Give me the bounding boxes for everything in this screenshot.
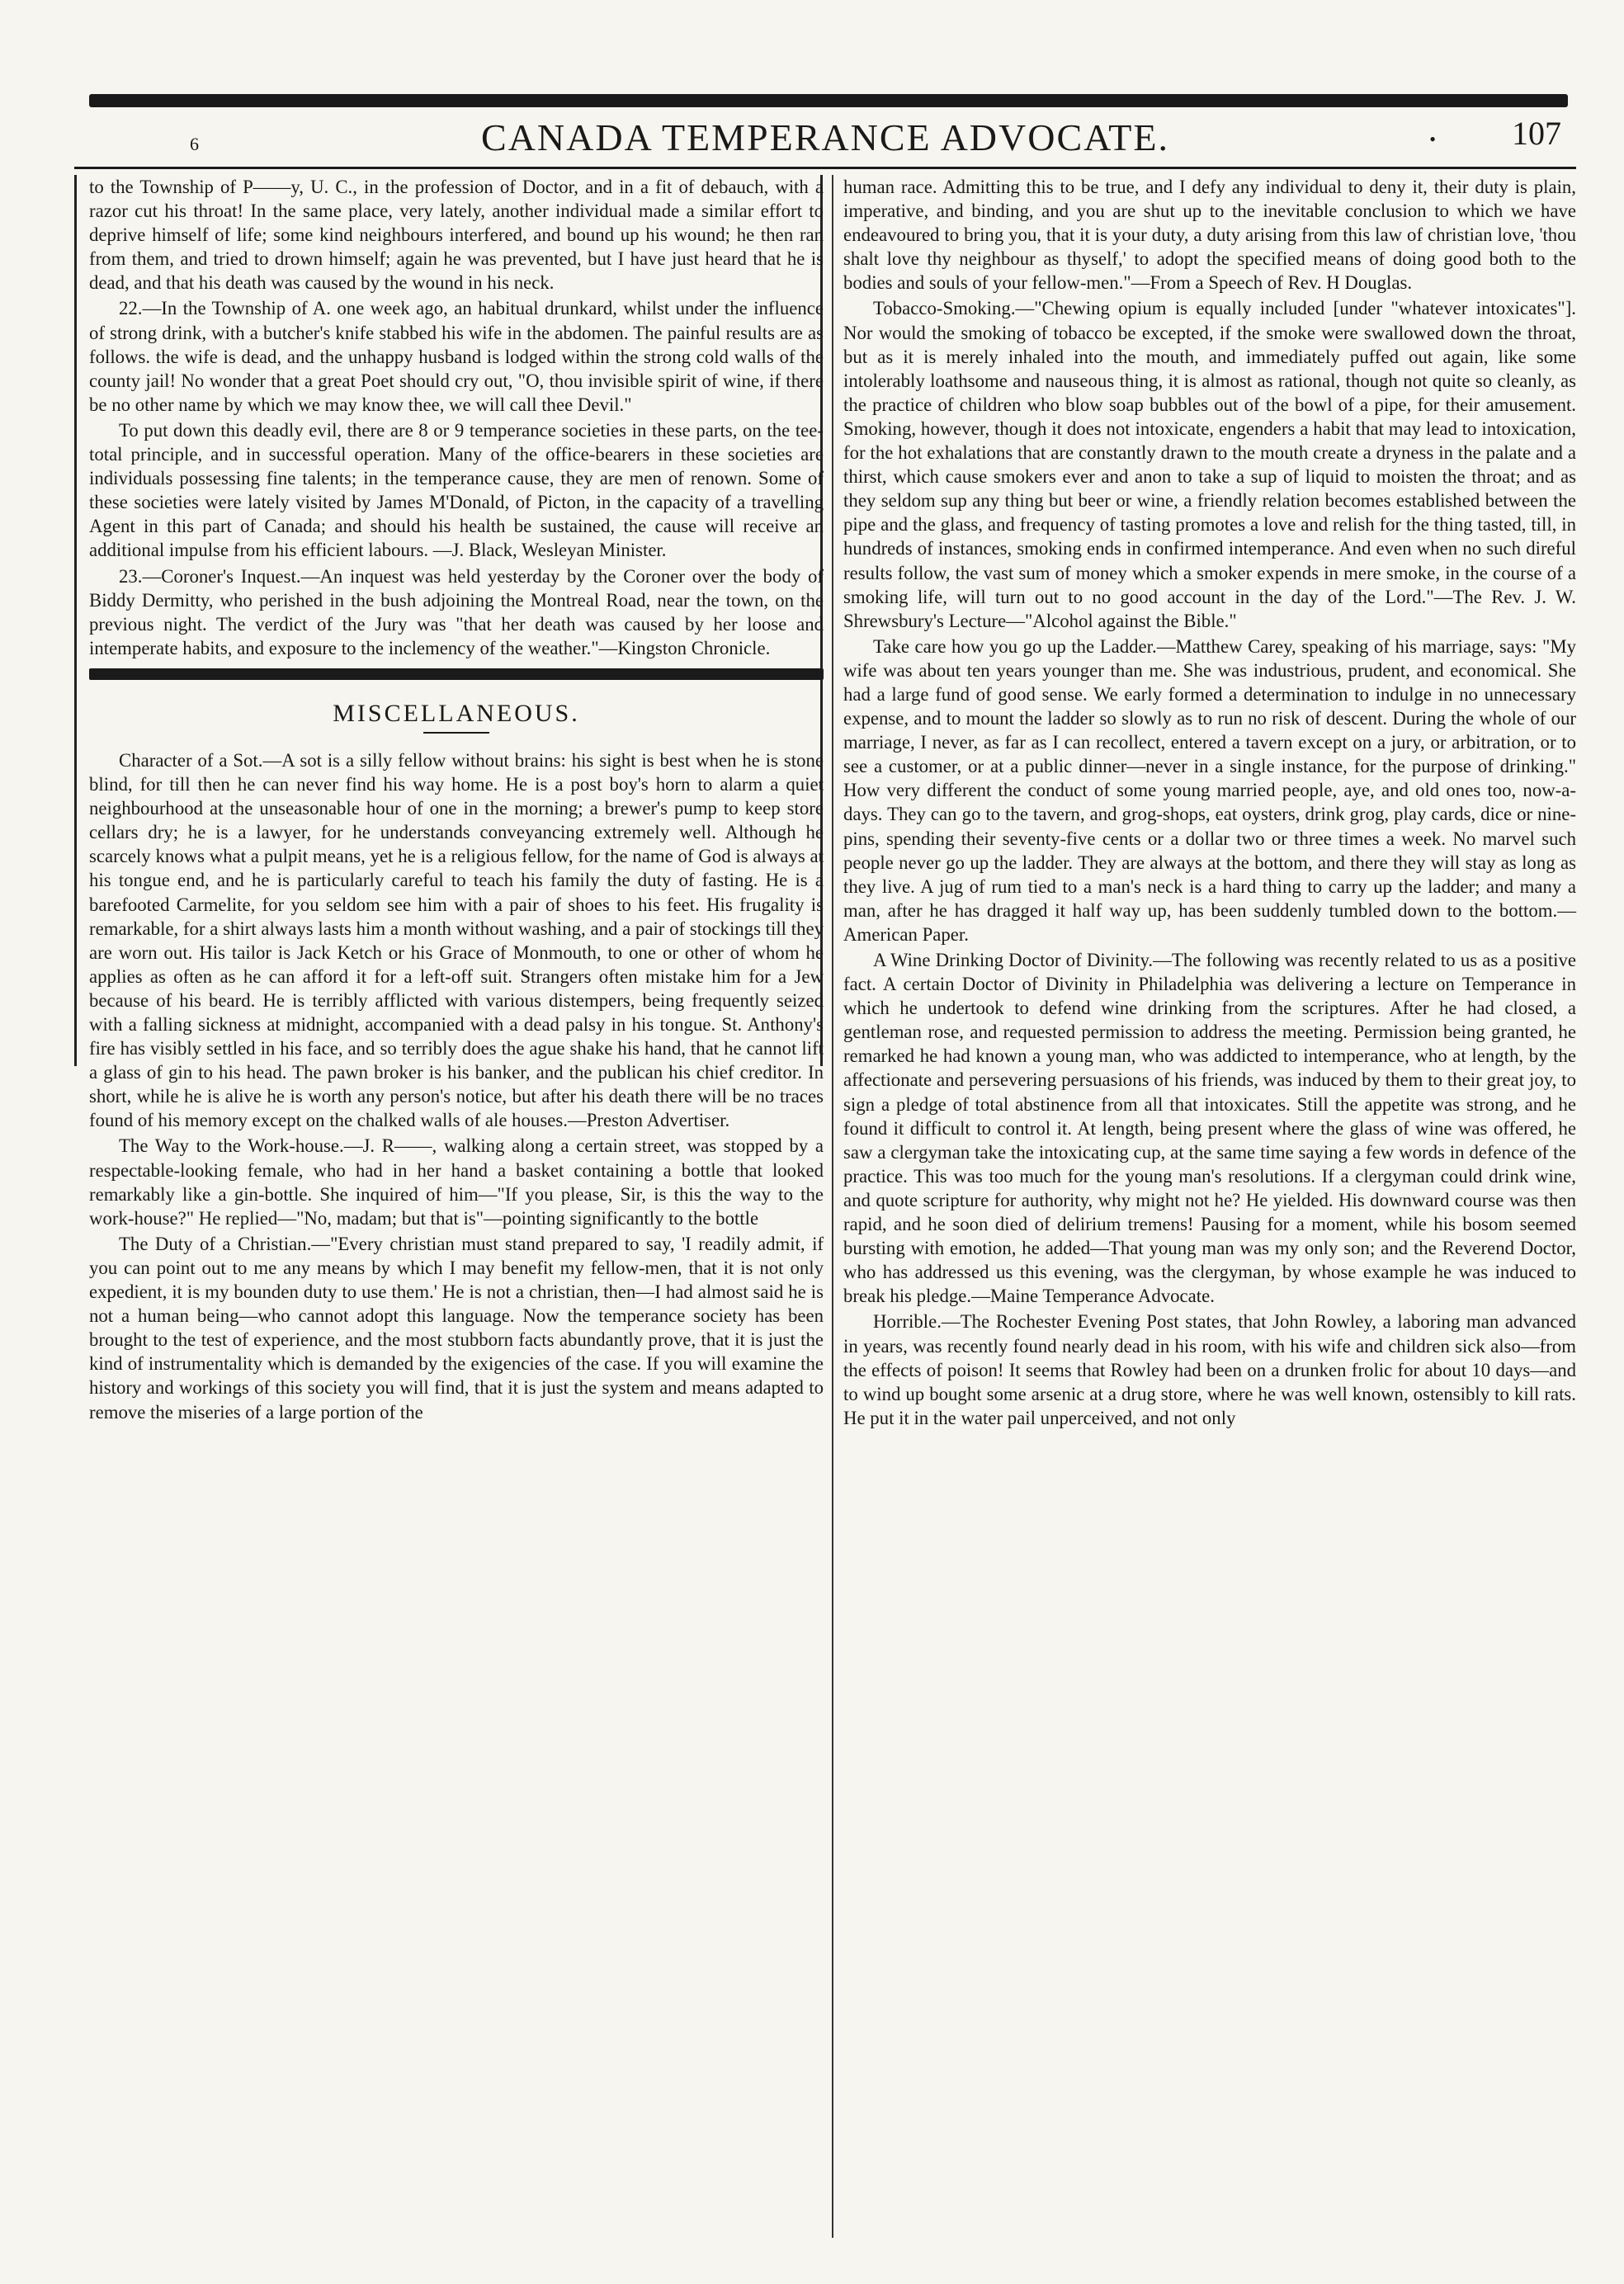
- article-paragraph: human race. Admitting this to be true, and I defy any individual to deny it, their duty is plain, imperative, and binding, and you are shut up to the inevitable conclusion to which we have endeavoured to bring you, that it is your duty, a duty arising from this law of christian love, 'thou shalt love thy neighbour as thyself,' to adopt the specified means of doing good both to the bodies and souls of your fellow-men."—From a Speech of Rev. H Douglas.: [843, 177, 1576, 294]
- newspaper-page: [74, 83, 1576, 2244]
- article-paragraph: A Wine Drinking Doctor of Divinity.—The following was recently related to us as a positive fact. A certain Doctor of Divinity in Philadelphia was delivering a lecture on Temperance in which he undertook to defend wine drinking from the scriptures. After he had closed, a gentleman rose, and requested permission to address the meeting. Permission being granted, he remarked he had known a young man, who was addicted to intemperance, who at length, by the affectionate and persevering persuasions of his friends, was induced by them to their great joy, to sign a pledge of total abstinence from all that intoxicates. Still the appetite was strong, and he found it difficult to control it. At length, being present where the glass of wine was offered, he saw a clergyman take the intoxicating cup, at the same time saying a few words in defence of the practice. This was too much for the young man's resolutions. If a clergyman could drink wine, and quote scripture for authority, why might not he? He yielded. His downward course was then rapid, and he soon died of delirium tremens! Pausing for a moment, while his bosom seemed bursting with emotion, he added—That young man was my only son; and the Reverend Doctor, who has addressed us this evening, was the clergyman, by whose example he was induced to break his pledge.—Maine Temperance Advocate.: [843, 950, 1576, 1307]
- article-paragraph: 22.—In the Township of A. one week ago, an habitual drunkard, whilst under the influence of strong drink, with a butcher's knife stabbed his wife in the abdomen. The painful results are as follows. the wife is dead, and the unhappy husband is lodged within the strong cold walls of the county jail! No wonder that a great Poet should cry out, "O, thou invisible spirit of wine, if there be no other name by which we may know thee, we will call thee Devil.": [89, 298, 824, 415]
- article-paragraph: 23.—Coroner's Inquest.—An inquest was held yesterday by the Coroner over the body of Biddy Dermitty, who perished in the bush adjoining the Montreal Road, near the town, on the previous night. The verdict of the Jury was "that her death was caused by her loose and intemperate habits, and exposure to the inclemency of the weather."—Kingston Chronicle.: [89, 565, 824, 658]
- article-paragraph: To put down this deadly evil, there are 8 or 9 temperance societies in these parts, on the tee-total principle, and in successful operation. Many of the office-bearers in these societies are individuals possessing fine talents; in the temperance cause, they are men of renown. Some of these societies were lately visited by James M'Donald, of Picton, in the capacity of a travelling Agent in this part of Canada; and should his health be sustained, the cause will receive an additional impulse from his efficient labours. —J. Black, Wesleyan Minister.: [89, 419, 824, 561]
- page-number: 107: [1512, 115, 1561, 152]
- article-paragraph: Take care how you go up the Ladder.—Matthew Carey, speaking of his marriage, says: "My wife was about ten years younger than me. She was industrious, prudent, and economical. She had a large fund of good sense. We early formed a determination to indulge in no unnecessary expense, and to mount the ladder so slowly as to run no risk of descent. During the whole of our marriage, I never, as far as I can recollect, entered a tavern except on a jury, or arbitration, or to see a customer, or at a public dinner—never in a single instance, for the purpose of drinking." How very different the conduct of some young married people, aye, and old ones too, now-a-days. They can go to the tavern, and grog-shops, eat oysters, drink grog, play cards, dice or nine-pins, spending their seventy-five cents or a dollar two or three times a week. No marvel such people never go up the ladder. They are always at the bottom, and there they will stay as long as they live. A jug of rum tied to a man's neck is a hard thing to carry up the ladder; and many a man, after he has dragged it half way up, has been suddenly tumbled down to the bottom.—American Paper.: [843, 635, 1576, 945]
- section-title: MISCELLANEOUS.: [333, 699, 580, 727]
- article-paragraph: to the Township of P——y, U. C., in the profession of Doctor, and in a fit of debauch, with a razor cut his throat! In the same place, very lately, another individual made a similar effort to deprive himself of life; some kind neighbours interfered, and bound up his wound; he then ran from them, and tried to drown himself; again he was prevented, but I have just heard that he is dead, and that his death was caused by the wound in his neck.: [89, 177, 824, 294]
- article-paragraph: Character of a Sot.—A sot is a silly fellow without brains: his sight is best when he is stone blind, for till then he can never find his way home. He is a post boy's horn to alarm a quiet neighbourhood at the unseasonable hour of one in the morning; a brewer's pump to keep store cellars dry; he is a lawyer, for he understands conveyancing extremely well. Although he scarcely knows what a pulpit means, yet he is a religious fellow, for the name of God is always at his tongue end, and he is particularly careful to teach his family the duty of fasting. He is a barefooted Carmelite, for you seldom see him with a pair of shoes to his feet. His frugality is remarkable, for a shirt always lasts him a month without washing, and a pair of stockings till they are worn out. His tailor is Jack Ketch or his Grace of Monmouth, to one or other of whom he applies as often as he can afford it for a left-off suit. Strangers often mistake him for a Jew because of his beard. He is terribly afflicted with various distempers, being frequently seized with a falling sickness at midnight, accompanied with a dead palsy in his tongue. St. Anthony's fire has visibly settled in his face, and so terribly does the ague shake his hand, that he cannot lift a glass of gin to his head. The pawn broker is his banker, and the publican his chief creditor. In short, while he is alive he is worth any person's notice, but after his death there will be no traces found of his memory except on the chalked walls of ale houses.—Preston Advertiser.: [89, 749, 824, 1131]
- section-divider: [89, 668, 824, 680]
- header-rule: [74, 167, 1576, 169]
- column-divider: [832, 175, 833, 2238]
- left-column: [89, 175, 824, 1426]
- newspaper-title: CANADA TEMPERANCE ADVOCATE.: [481, 116, 1169, 158]
- page-header: [74, 114, 1576, 163]
- right-column: [843, 175, 1576, 1432]
- article-paragraph: Tobacco-Smoking.—"Chewing opium is equally included [under "whatever intoxicates"]. Nor would the smoking of tobacco be excepted, if the smoke were swallowed down the throat, but as it is merely inhaled into the mouth, and immediately puffed out again, like some intolerably loathsome and nauseous thing, it is almost as rational, though not quite so cleanly, as the practice of children who blow soap bubbles out of the bowl of a pipe, for their amusement. Smoking, however, though it does not intoxicate, engenders a habit that may lead to intoxication, for the hot exhalations that are constantly drawn to the mouth create a dryness in the palate and a thirst, which cause smokers ever and anon to take a sup of liquid to moisten the throat; and as they seldom sup any thing but beer or wine, a friendly relation becomes established between the pipe and the glass, and frequency of tasting promotes a love and relish for the thing tasted, till, in hundreds of instances, smoking ends in confirmed intemperance. And even when no such direful results follow, the vast sum of money which a smoker expends in mere smoke, in the course of a smoking life, will turn out to no good account in the day of the Lord."—The Rev. J. W. Shrewsbury's Lecture—"Alcohol against the Bible.": [843, 298, 1576, 631]
- left-box-rule: [74, 175, 77, 1066]
- short-rule: [423, 732, 489, 734]
- header-right-mark: •: [1429, 129, 1436, 149]
- article-paragraph: Horrible.—The Rochester Evening Post states, that John Rowley, a laboring man advanced in years, was recently found nearly dead in his room, with his wife and children sick also—from the effects of poison! It seems that Rowley had been on a drunken frolic for about 10 days—and to wind up bought some arsenic at a drug store, where he was well known, ostensibly to kill rats. He put it in the water pail unperceived, and not only: [843, 1311, 1576, 1428]
- article-paragraph: The Way to the Work-house.—J. R——, walking along a certain street, was stopped by a respectable-looking female, who had in her hand a basket containing a bottle that looked remarkably like a gin-bottle. She inquired of him—"If you please, Sir, is this the way to the work-house?" He replied—"No, madam; but that is"—pointing significantly to the bottle: [89, 1135, 824, 1229]
- top-border-rule: [89, 94, 1568, 107]
- header-left-mark: 6: [190, 134, 199, 154]
- article-paragraph: The Duty of a Christian.—"Every christian must stand prepared to say, 'I readily admit, if you can point out to me any means by which I may benefit my fellow-men, that it is not only expedient, it is my bounden duty to use them.' He is not a christian, then—I had almost said he is not a human being—who cannot adopt this language. Now the temperance society has been brought to the test of experience, and the most stubborn facts abundantly prove, that it is just the kind of instrumentality which is demanded by the exigencies of the case. If you will examine the history and workings of this society you will find, that it is just the system and means adapted to remove the miseries of a large portion of the: [89, 1233, 824, 1423]
